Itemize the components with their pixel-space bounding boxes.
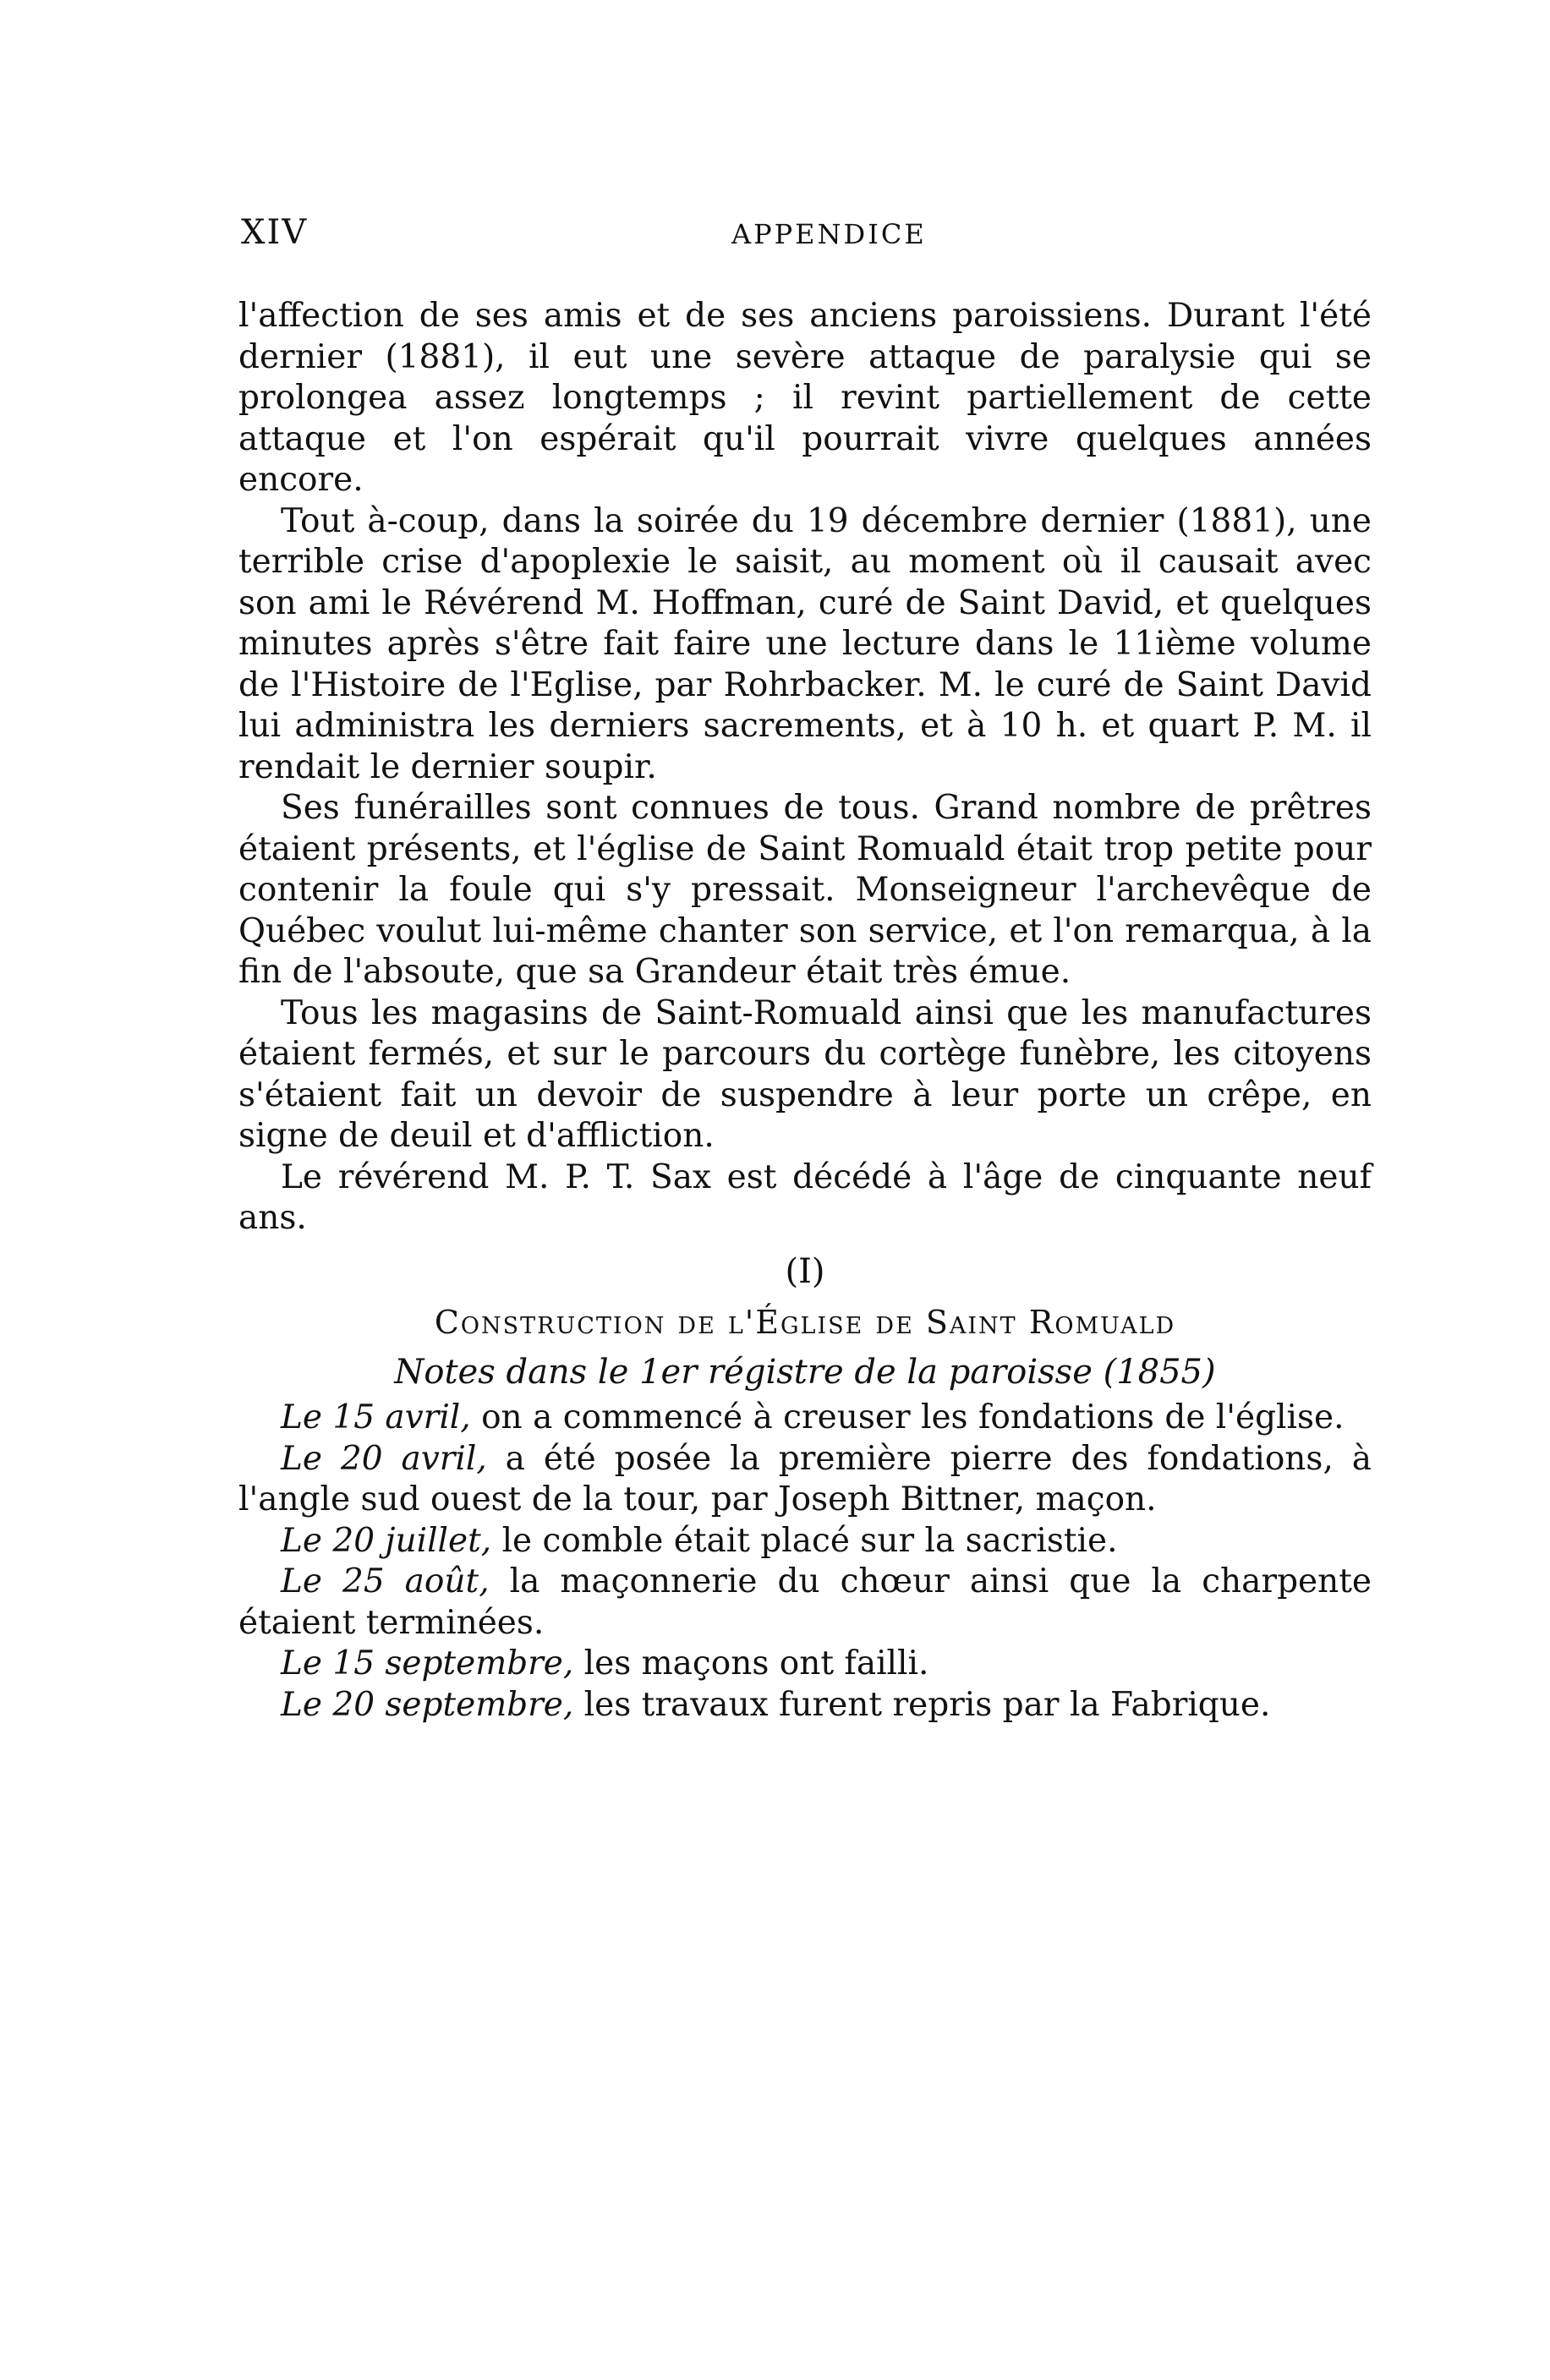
entry-text: les travaux furent repris par la Fabrique.: [573, 1685, 1271, 1724]
section-subtitle: Notes dans le 1er régistre de la paroisse (1855): [394, 1352, 1216, 1392]
register-entry: [238, 1398, 1372, 1439]
entry-text: les maçons ont failli.: [573, 1644, 929, 1682]
register-entry: [238, 1521, 1372, 1562]
entry-date: Le 20 juillet,: [281, 1521, 492, 1560]
paragraph: Le révérend M. P. T. Sax est décédé à l'âge de cinquante neuf ans.: [238, 1157, 1372, 1237]
register-entry: [238, 1562, 1372, 1644]
entry-text: le comble était placé sur la sacristie.: [491, 1521, 1118, 1560]
entry-date: Le 15 avril,: [281, 1398, 471, 1436]
paragraph: Ses funérailles sont connues de tous. Grand nombre de prêtres étaient présents, et l'église de Saint Romuald était trop petite pour contenir la foule qui s'y pressait. Monseigneur l'archevêque de Québec voulut lui-même chanter son service, et l'on remarqua, à la fin de l'absoute, que sa Grandeur était très émue.: [238, 789, 1372, 991]
entry-date: Le 25 août,: [281, 1562, 490, 1600]
register-entry: [238, 1439, 1372, 1521]
entry-date: Le 20 septembre,: [281, 1685, 574, 1724]
register-entry: [238, 1685, 1372, 1726]
paragraph: Tous les magasins de Saint-Romuald ainsi que les manufactures étaient fermés, et sur le parcours du cortège funèbre, les citoyens s'étaient fait un devoir de suspendre à leur porte un crêpe, en signe de deuil et d'affliction.: [238, 993, 1372, 1155]
page-header: [241, 213, 1366, 264]
entry-text: on a commencé à creuser les fondations de l'église.: [470, 1398, 1345, 1436]
paragraph: Tout à-coup, dans la soirée du 19 décembre dernier (1881), une terrible crise d'apoplexie le saisit, au moment où il causait avec son ami le Révérend M. Hoffman, curé de Saint David, et quelques minutes après s'être fait faire une lecture dans le 11ième volume de l'Histoire de l'Eglise, par Rohrbacker. M. le curé de Saint David lui administra les derniers sacrements, et à 10 h. et quart P. M. il rendait le dernier soupir.: [238, 501, 1372, 786]
running-head: APPENDICE: [731, 218, 927, 250]
entry-text: la maçonnerie du chœur ainsi que la charpente étaient terminées.: [238, 1562, 1372, 1642]
section-number: (I): [785, 1251, 825, 1291]
register-entry: [238, 1644, 1372, 1685]
page-number: XIV: [241, 213, 309, 252]
paragraph: l'affection de ses amis et de ses anciens paroissiens. Durant l'été dernier (1881), il eut une sevère attaque de paralysie qui se prolongea assez longtemps ; il revint partiellement de cette attaque et l'on espérait qu'il pourrait vivre quelques années encore.: [238, 297, 1372, 499]
entry-date: Le 15 septembre,: [281, 1644, 574, 1682]
entry-date: Le 20 avril,: [281, 1439, 487, 1478]
entry-text: a été posée la première pierre des fondations, à l'angle sud ouest de la tour, par Joseph Bittner, maçon.: [238, 1439, 1372, 1518]
page-body: [238, 296, 1372, 1726]
section-title: Construction de l'Église de Saint Romuald: [434, 1304, 1176, 1341]
